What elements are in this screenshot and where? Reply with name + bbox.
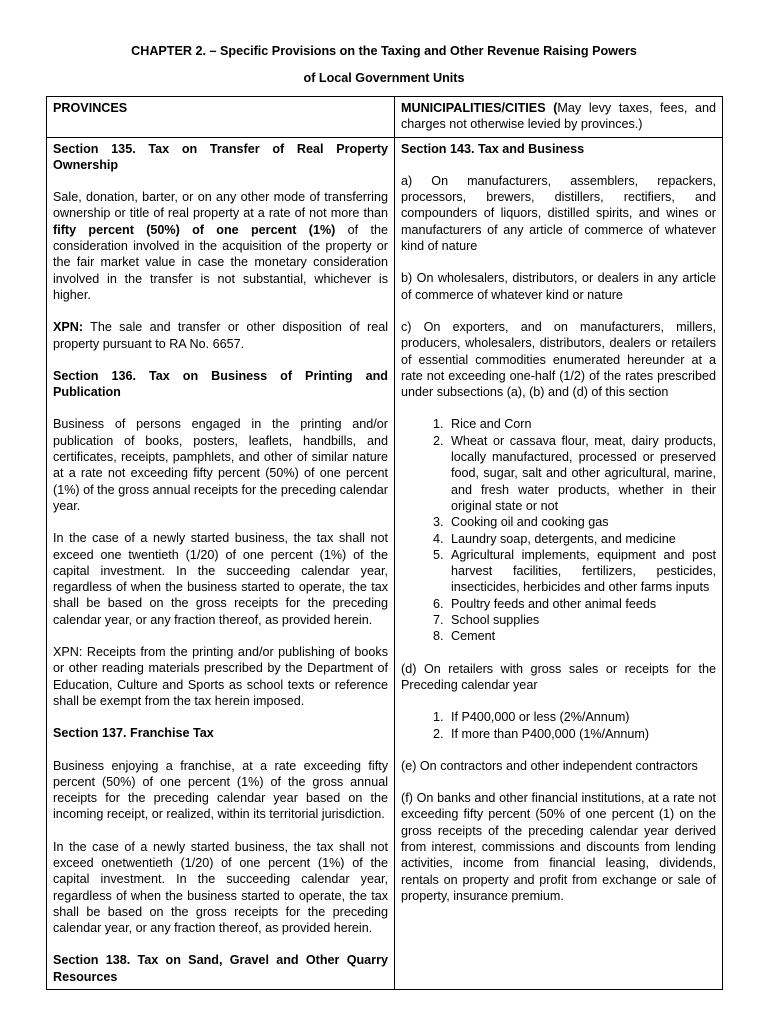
section-136-exception: XPN: Receipts from the printing and/or publishing of books or other reading materials prescribed by the Department of Education, Culture and Sports as school texts or reference shall be exempt from the tax herein imposed. (53, 645, 388, 708)
section-137-text-1: Business enjoying a franchise, at a rate exceeding fifty percent (50%) of one percent (1%) of the gross annual receipts for the preceding calendar year based on the incoming receipt, or realized, within its territorial jurisdiction. (53, 758, 388, 822)
municipalities-header: MUNICIPALITIES/CITIES (May levy taxes, fees, and charges not otherwise levied by provinces.) (395, 97, 723, 138)
list-item: 4. Laundry soap, detergents, and medicine (447, 531, 716, 547)
content-row (47, 137, 723, 989)
section-135-text: Sale, donation, barter, or on any other mode of transferring ownership or title of real property at a rate of not more than fifty percent (50%) of one percent (1%) of the consideration involved in the acquisition of the property or the fair market value in case the monetary consideration involved in the transfer is not substantial, whichever is higher. (53, 190, 388, 302)
section-138-heading: Section 138. Tax on Sand, Gravel and Other Quarry Resources (53, 953, 388, 984)
list-item: 5. Agricultural implements, equipment and post harvest facilities, fertilizers, pesticides, insecticides, herbicides and other farms inputs (447, 547, 716, 596)
municipalities-column (395, 137, 723, 989)
chapter-subtitle: of Local Government Units (303, 71, 465, 85)
section-135-heading: Section 135. Tax on Transfer of Real Property Ownership (53, 141, 388, 172)
section-137-heading: Section 137. Franchise Tax (53, 726, 214, 741)
subsection-f: (f) On banks and other financial institutions, at a rate not exceeding fifty percent (50% of one percent (1) on the gross receipts of the preceding calendar year derived from interest, commissions and discounts from lending activities, income from financial leasing, dividends, rentals on property and profit from exchange or sale of property, insurance premium. (401, 791, 716, 903)
subsection-e: (e) On contractors and other independent contractors (401, 758, 698, 773)
list-item: 1. Rice and Corn (447, 416, 716, 432)
subsection-d: (d) On retailers with gross sales or receipts for the Preceding calendar year (401, 661, 716, 692)
section-136-heading: Section 136. Tax on Business of Printing and Publication (53, 368, 388, 400)
section-137-text-2: In the case of a newly started business, the tax shall not exceed onetwentieth (1/20) of one percent (1%) of the capital investment. In the succeeding calendar year, regardless of when the business started to operate, the tax shall be based on the gross receipts for the preceding calendar year, or any fraction thereof, as provided herein. (53, 839, 388, 936)
list-item: 3. Cooking oil and cooking gas (447, 514, 716, 530)
subsection-a: a) On manufacturers, assemblers, repackers, processors, brewers, distillers, rectifiers, and compounders of liquors, distilled spirits, and wines or manufacturers of any article of commerce of whatever kind of nature (401, 173, 716, 254)
list-item: 1. If P400,000 or less (2%/Annum) (447, 709, 716, 725)
list-item: 8. Cement (447, 628, 716, 644)
subsection-b: b) On wholesalers, distributors, or dealers in any article of commerce of whatever kind or nature (401, 271, 716, 302)
list-item: 7. School supplies (447, 612, 716, 628)
commodities-list (401, 416, 716, 644)
retail-rates-list (401, 709, 716, 742)
provisions-table (46, 96, 723, 990)
header-row (47, 97, 723, 138)
chapter-title: CHAPTER 2. – Specific Provisions on the Taxing and Other Revenue Raising Powers (131, 44, 637, 58)
provinces-header: PROVINCES (47, 97, 395, 138)
subsection-c: c) On exporters, and on manufacturers, millers, producers, wholesalers, distributors, dealers or retailers of essential commodities enumerated hereunder at a rate not exceeding one-half (1/2) of the rates prescribed under subsections (a), (b) and (d) of this section (401, 319, 716, 400)
provinces-column (47, 137, 395, 989)
list-item: 2. Wheat or cassava flour, meat, dairy products, locally manufactured, processed or preserved food, sugar, salt and other agricultural, marine, and fresh water products, whether in their original state or not (447, 433, 716, 514)
section-136-text-1: Business of persons engaged in the printing and/or publication of books, posters, leaflets, handbills, and certificates, receipts, pamphlets, and other of similar nature at a rate not exceeding fifty percent (50%) of one percent (1%) of the gross annual receipts for the preceding calendar year. (53, 417, 388, 513)
section-143-heading: Section 143. Tax and Business (401, 141, 585, 156)
section-136-text-2: In the case of a newly started business, the tax shall not exceed one twentieth (1/20) of one percent (1%) of the capital investment. In the succeeding calendar year, regardless of when the business started to operate, the tax shall be based on the gross receipts for the preceding calendar year, or any fraction thereof, as provided herein. (53, 531, 388, 627)
list-item: 6. Poultry feeds and other animal feeds (447, 596, 716, 612)
section-135-exception: XPN: The sale and transfer or other disposition of real property pursuant to RA No. 6657. (53, 320, 388, 351)
list-item: 2. If more than P400,000 (1%/Annum) (447, 726, 716, 742)
